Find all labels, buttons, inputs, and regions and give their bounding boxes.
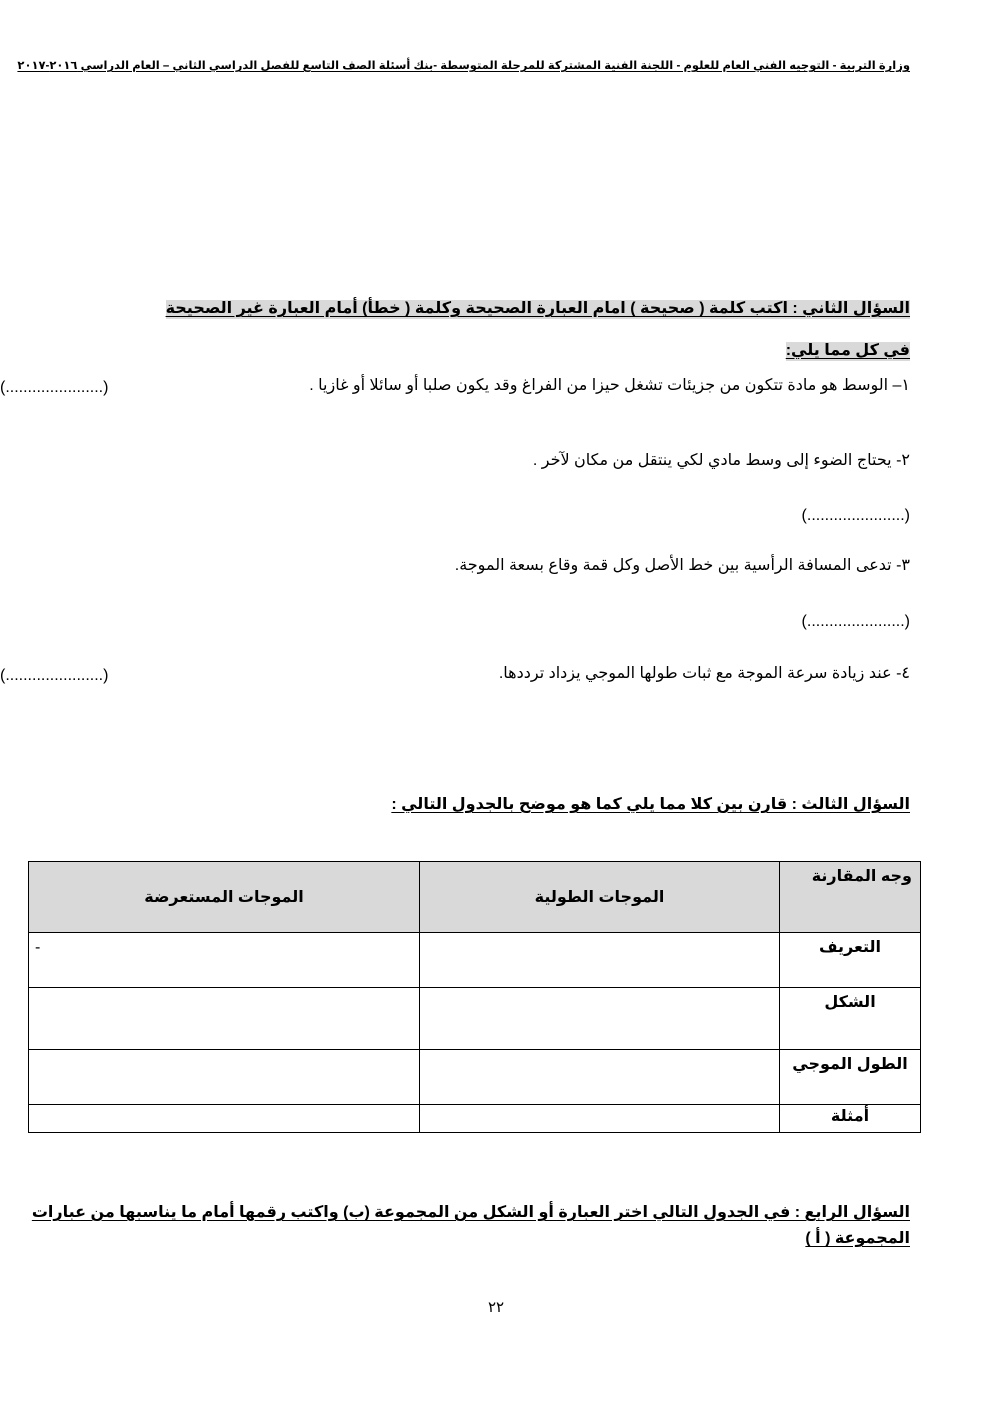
- row-label-examples: أمثلة: [780, 1105, 921, 1133]
- q2-title-line1: [166, 296, 910, 322]
- q2-item-1: ١– الوسط هو مادة تتكون من جزيئات تشغل حيزا من الفراغ وقد يكون صلبا أو سائلا أو غازيا .: [309, 377, 910, 394]
- q2-answer-blank-2[interactable]: (......................): [801, 507, 910, 524]
- q2-title-line1-text: السؤال الثاني : اكتب كلمة ( صحيحة ) امام العبارة الصحيحة وكلمة ( خطأ) أمام العبارة غير الصحيحة: [165, 300, 910, 317]
- q3-title: السؤال الثالث : قارن بين كلا مما يلي كما هو موضح بالجدول التالي :: [391, 796, 910, 813]
- header-aspect: وجه المقارنة: [780, 862, 921, 933]
- cell-wavelength-transverse[interactable]: [29, 1050, 420, 1105]
- row-label-definition: التعريف: [780, 933, 921, 988]
- header-longitudinal: الموجات الطولية: [420, 862, 780, 933]
- q2-item-4: ٤- عند زيادة سرعة الموجة مع ثبات طولها الموجي يزداد ترددها.: [498, 665, 910, 682]
- q2-answer-blank-4[interactable]: (......................): [0, 667, 109, 684]
- cell-examples-transverse[interactable]: [29, 1105, 420, 1133]
- table-row: [29, 988, 921, 1050]
- table-row: [29, 1105, 921, 1133]
- header-transverse: الموجات المستعرضة: [29, 862, 420, 933]
- row-label-shape: الشكل: [780, 988, 921, 1050]
- cell-definition-longitudinal[interactable]: [420, 933, 780, 988]
- cell-wavelength-longitudinal[interactable]: [420, 1050, 780, 1105]
- table-header-row: [29, 862, 921, 933]
- cell-shape-longitudinal[interactable]: [420, 988, 780, 1050]
- q2-title-line2-text: في كل مما يلي:: [785, 342, 910, 359]
- cell-shape-transverse[interactable]: [29, 988, 420, 1050]
- q2-answer-blank-3[interactable]: (......................): [801, 613, 910, 630]
- cell-examples-longitudinal[interactable]: [420, 1105, 780, 1133]
- q4-title-line1: السؤال الرابع : في الجدول التالي اختر العبارة أو الشكل من المجموعة (ب) واكتب رقمها أمام ما يناسبها من عبارات: [31, 1204, 910, 1221]
- page-number: ٢٢: [487, 1299, 505, 1316]
- comparison-table: [28, 861, 921, 1133]
- q2-answer-blank-1[interactable]: (......................): [0, 379, 109, 396]
- table-row: [29, 933, 921, 988]
- table-row: [29, 1050, 921, 1105]
- q2-item-3: ٣- تدعى المسافة الرأسية بين خط الأصل وكل قمة وقاع بسعة الموجة.: [454, 557, 910, 574]
- q4-title-line2: المجموعة ( أ ): [805, 1230, 910, 1247]
- cell-definition-transverse[interactable]: -: [29, 933, 420, 988]
- q2-item-2: ٢- يحتاج الضوء إلى وسط مادي لكي ينتقل من مكان لآخر .: [532, 452, 910, 469]
- row-label-wavelength: الطول الموجي: [780, 1050, 921, 1105]
- page-header: وزارة التربية - التوجيه الفني العام للعلوم - اللجنة الفنية المشتركة للمرحلة المتوسطة -بنك أسئلة الصف التاسع للفصل الدراسي الثاني – العام الدراسي ٢٠١٦-٢٠١٧: [17, 60, 910, 72]
- q2-title-line2: [786, 338, 910, 364]
